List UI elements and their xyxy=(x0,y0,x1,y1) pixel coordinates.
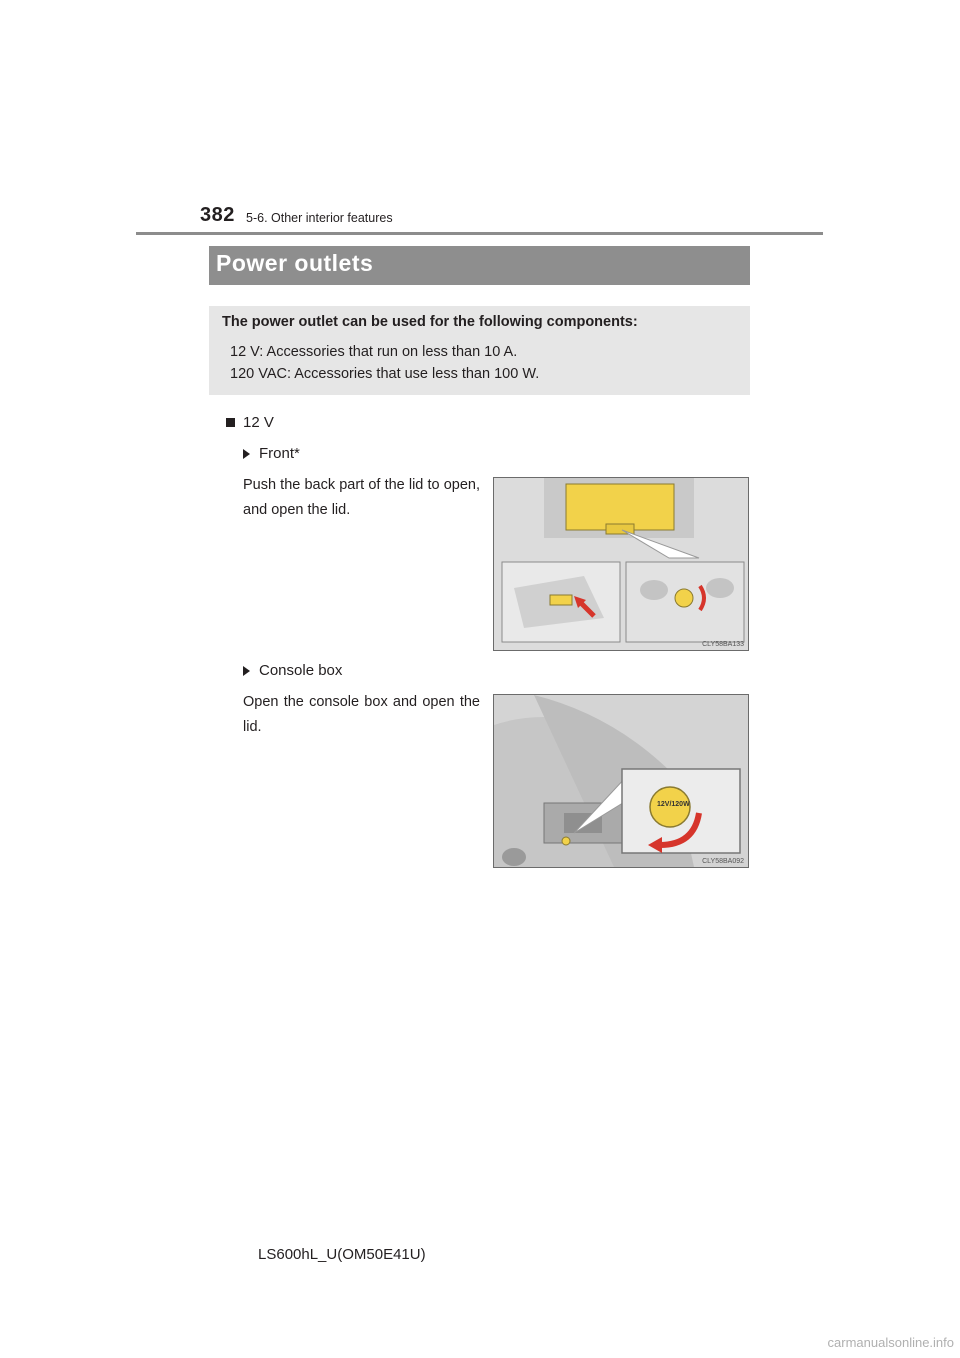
triangle-bullet-icon xyxy=(243,449,250,459)
outlet-rating-badge: 12V/120W xyxy=(657,801,690,808)
console-figure-code: CLY58BA092 xyxy=(702,858,744,865)
intro-box xyxy=(209,306,750,395)
front-figure-code: CLY58BA133 xyxy=(702,641,744,648)
intro-heading: The power outlet can be used for the following components: xyxy=(222,314,638,330)
section-heading-12v xyxy=(226,414,274,431)
header-divider xyxy=(136,232,823,235)
footer-model-code: LS600hL_U(OM50E41U) xyxy=(258,1246,426,1263)
intro-line-12v: 12 V: Accessories that run on less than 10 A. xyxy=(230,344,518,360)
front-label: Front* xyxy=(259,445,300,462)
triangle-bullet-icon xyxy=(243,666,250,676)
section-heading-label: 12 V xyxy=(243,414,274,431)
console-instructions: Open the console box and open the lid. xyxy=(243,694,480,735)
watermark: carmanualsonline.info xyxy=(827,1335,954,1350)
front-instructions: Push the back part of the lid to open, and open the lid. xyxy=(243,477,480,518)
front-outlet-illustration xyxy=(494,478,748,650)
front-bullet xyxy=(243,445,300,462)
square-bullet-icon xyxy=(226,418,235,427)
page-title: Power outlets xyxy=(209,246,750,285)
intro-line-120vac: 120 VAC: Accessories that use less than 100 W. xyxy=(230,366,540,382)
console-label: Console box xyxy=(259,662,343,679)
front-outlet-figure xyxy=(493,477,749,651)
console-bullet xyxy=(243,662,342,679)
page-number: 382 xyxy=(200,204,235,226)
section-breadcrumb: 5-6. Other interior features xyxy=(246,211,393,225)
console-outlet-figure xyxy=(493,694,749,868)
console-outlet-illustration xyxy=(494,695,748,867)
